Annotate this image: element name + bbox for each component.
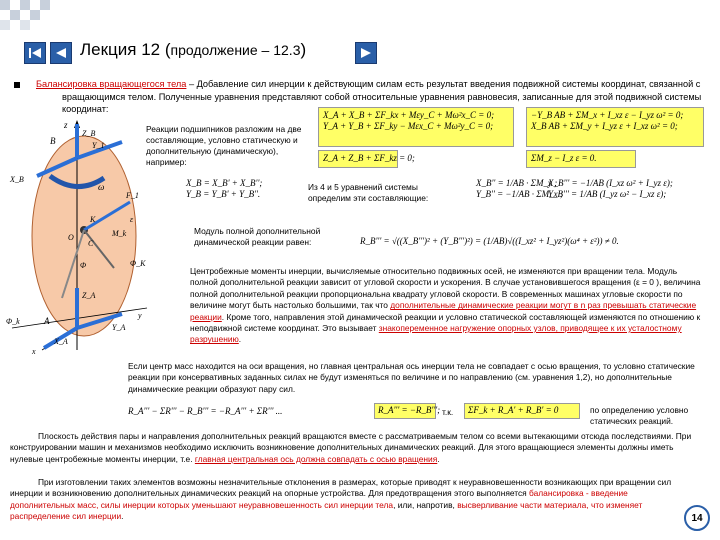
label-k: K bbox=[90, 215, 96, 224]
page-number-badge: 14 bbox=[684, 505, 710, 531]
equations-box-forces bbox=[318, 107, 514, 147]
balancing-term: Балансировка вращающегося тела bbox=[36, 79, 187, 89]
pair-equation: R_A''' − ΣR''' − R_B''' = −R_A''' + ΣR''' ... bbox=[128, 406, 283, 416]
manufacturing-highlight-1: балансировка - введение дополнительных масс, силы инерции которых уменьшают неуравновешенность сил инерции тела bbox=[10, 488, 628, 510]
equation-line: X_B AB + ΣM_y + I_yz ε + I_xz ω² = 0; bbox=[531, 121, 678, 131]
label-zb: Z_B bbox=[82, 129, 96, 138]
label-y: y bbox=[138, 311, 142, 320]
static-condition-box: ΣF_k + R_A' + R_B' = 0 bbox=[464, 403, 580, 419]
title-end: ) bbox=[300, 40, 307, 59]
centrifugal-text-4: . bbox=[238, 334, 242, 345]
equation-line: X_A + X_B + ΣF_kx + Mεy_C + Mω²x_C = 0; bbox=[323, 110, 495, 120]
label-xb: X_B bbox=[10, 175, 24, 184]
centrifugal-highlight-2: раз превышать статические реакции bbox=[190, 300, 697, 322]
label-xa: X_A bbox=[54, 337, 68, 346]
previous-slide-button[interactable] bbox=[50, 42, 72, 64]
reactions-text: Реакции подшипников разложим на две составляющие, условно статическую и дополнительную (динамическую), например: bbox=[146, 124, 302, 167]
label-y1: Y_1 bbox=[92, 141, 105, 150]
centrifugal-highlight-1: дополнительные динамические реакции могут в bbox=[390, 300, 581, 311]
manufacturing-text-e: . bbox=[121, 511, 124, 522]
title-main: Лекция 12 ( bbox=[80, 40, 171, 59]
label-phi-k-right: Φ_K bbox=[130, 259, 146, 268]
definition-text: по определению условно статических реакций. bbox=[590, 405, 689, 426]
modulus-text: Модуль полной дополнительной динамической реакции равен: bbox=[194, 226, 321, 247]
pair-equation-box: R_A''' = −R_B'''; bbox=[374, 403, 436, 419]
label-x: x bbox=[32, 347, 36, 356]
centrifugal-text-3: . Кроме того, направления этой динамической реакции и условно статической составляющей изменяются по отношению к неподвижной системе координат. Это вызывает bbox=[190, 311, 701, 334]
checker-decoration bbox=[0, 0, 80, 40]
equation-line: ΣM_z − I_z ε = 0. bbox=[531, 153, 597, 163]
equation-line: X_B = X_B' + X_B''; bbox=[186, 178, 263, 188]
centrifugal-text-2: В случае установившегося вращения (ε = 0 ), величина полной дополнительной реакции пропорциональна квадрату угловой скорости. В современных машинах угловые скорости по величине могут быть настолько большими, так что bbox=[190, 277, 701, 311]
title-subtitle: продолжение – 12.3 bbox=[170, 42, 301, 58]
label-epsilon: ε bbox=[130, 215, 134, 224]
equation-line: Y_B'' = −1/AB · ΣM_x ; bbox=[476, 189, 563, 199]
plane-paragraph bbox=[10, 431, 702, 465]
rotating-body-diagram bbox=[2, 118, 152, 358]
label-za: Z_A bbox=[82, 291, 96, 300]
modulus-equation: R_B''' = √((X_B''')² + (Y_B''')²) = (1/AB)√((I_xz² + I_yz²)(ω⁴ + ε²)) ≠ 0. bbox=[360, 236, 619, 246]
label-phi-k-left: Φ_k bbox=[6, 317, 20, 326]
equation-line: Y_B''' = 1/AB (I_yz ω² − I_xz ε); bbox=[548, 189, 667, 199]
from-equations-text: Из 4 и 5 уравнений системы определим эти составляющие: bbox=[308, 182, 429, 203]
label-b: B bbox=[50, 136, 56, 146]
plane-text-a: Плоскость действия пары и направления дополнительных реакций вращаются вместе с рассматриваемым телом со всеми вытекающими отсюда последствиями. При конструировании машин и механизмов необходимо исключить возникновение дополнительных динамических реакций. Для этого вращающиеся элементы должны иметь нулевые центробежные моменты инерции, т.е. bbox=[10, 431, 692, 464]
label-o: O bbox=[68, 233, 74, 242]
bullet-marker bbox=[14, 82, 20, 88]
label-ya: Y_A bbox=[112, 323, 126, 332]
intro-text: – Добавление сил инерции к действующим силам есть результат введения подвижной системы координат, связанной с вращающимся телом. Полученные уравнения представляют собой относительные уравнения равновесия, записанные для этой подвижной системы координат: bbox=[62, 79, 702, 114]
centrifugal-paragraph bbox=[190, 266, 702, 346]
label-phi: Φ bbox=[80, 261, 87, 270]
next-slide-button[interactable] bbox=[355, 42, 377, 64]
label-c: C bbox=[88, 239, 94, 248]
equation-line: Y_A + Y_B + ΣF_ky − Mεx_C + Mω²y_C = 0; bbox=[323, 121, 494, 131]
label-z: z bbox=[64, 120, 68, 130]
center-of-mass-paragraph: Если центр масс находится на оси вращения, но главная центральная ось инерции тела не совпадает с осью вращения, то условно статические реакции при консервативных заданных силах не будут изменяться по величине и по направлению (см. уравнения 1,2), но дополнительные динамические реакции образуют пару сил. bbox=[128, 361, 695, 394]
manufacturing-paragraph bbox=[10, 477, 678, 523]
centrifugal-text-1: Центробежные моменты инерции, вычисляемые относительно подвижных осей, не изменяются при вращении тела. Модуль полной дополнительной реакции зависит от угловой скорости и ускорения. bbox=[190, 266, 678, 288]
centrifugal-highlight-n: n bbox=[580, 300, 586, 311]
static-equations bbox=[186, 178, 262, 200]
equation-line: X_B''' = −1/AB (I_xz ω² + I_yz ε); bbox=[548, 178, 673, 188]
equation-line: X_B'' = 1/AB · ΣM_y ; bbox=[476, 178, 558, 188]
first-slide-button[interactable] bbox=[24, 42, 46, 64]
label-f1: F_1 bbox=[126, 191, 139, 200]
manufacturing-text-c: , или, напротив, bbox=[393, 499, 458, 510]
equations-box-moments bbox=[526, 107, 704, 147]
label-a: A bbox=[44, 316, 50, 326]
equation-line: −Y_B AB + ΣM_x + I_xz ε − I_yz ω² = 0; bbox=[531, 110, 684, 120]
label-mk: M_k bbox=[112, 229, 127, 238]
manufacturing-highlight-2: высверливание части материала, что изменяет распределение сил инерции bbox=[10, 499, 643, 522]
label-omega: ω bbox=[98, 182, 105, 192]
dynamic-equations-right bbox=[548, 178, 673, 200]
skip-back-icon bbox=[28, 47, 42, 59]
since-label: т.к. bbox=[442, 407, 454, 417]
equation-box-z bbox=[318, 150, 415, 168]
manufacturing-text-a: При изготовлении таких элементов возможны незначительные отклонения в размерах, которые приводят к неуравновешенности возникающих при вращении сил инерции и возникновению дополнительных динамических реакций на опорные устройства. Для предотвращения этого выполняется bbox=[10, 477, 672, 499]
centrifugal-highlight-3: знакопеременное нагружение опорных узлов, приводящее к их усталостному разрушению bbox=[190, 323, 682, 345]
plane-text-c: . bbox=[437, 453, 440, 464]
equation-line: Y_B = Y_B' + Y_B''. bbox=[186, 189, 261, 199]
plane-highlight: главная центральная ось должна совпадать с осью вращения bbox=[194, 453, 438, 464]
arrow-right-icon bbox=[360, 47, 372, 59]
equation-line: Z_A + Z_B + ΣF_kz = 0; bbox=[323, 153, 415, 163]
arrow-left-icon bbox=[55, 47, 67, 59]
slide-title bbox=[80, 40, 306, 60]
equation-box-mz bbox=[526, 150, 636, 168]
